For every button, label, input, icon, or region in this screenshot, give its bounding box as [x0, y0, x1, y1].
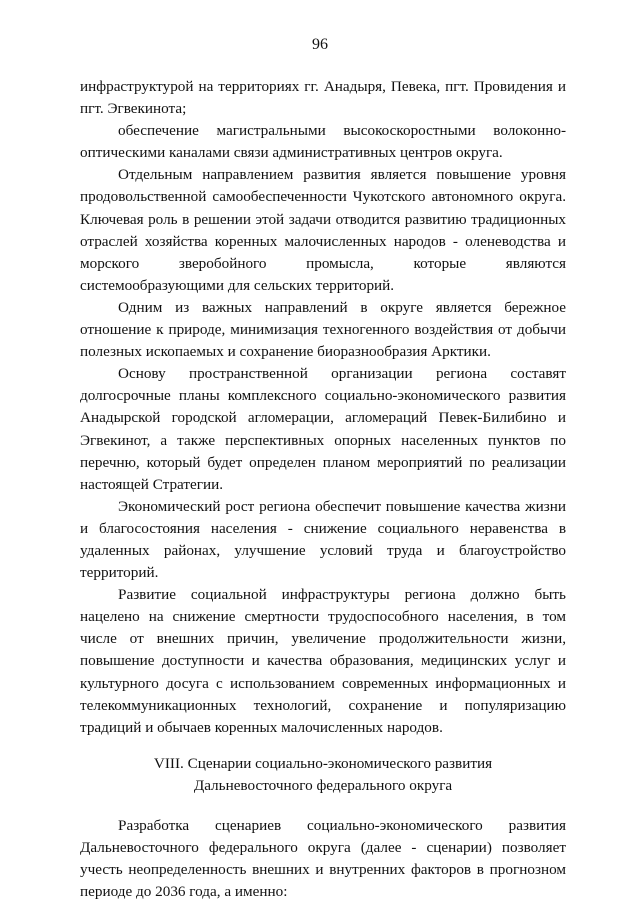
paragraph-1: инфраструктурой на территориях гг. Анадыря, Певека, пгт. Провидения и пгт. Эгвекинота; [80, 78, 566, 118]
section-heading [80, 753, 566, 797]
paragraph-8: Разработка сценариев социально-экономического развития Дальневосточного федерального округа (далее - сценарии) позволяет учесть неопределенность внешних и внутренних факторов в прогнозном периоде до 2036 года, а именно: [80, 816, 566, 901]
body-text [80, 76, 566, 903]
paragraph-3: Отдельным направлением развития является повышение уровня продовольственной самообеспеченности Чукотского автономного округа. Ключевая роль в решении этой задачи отводится развитию традиционных отраслей хозяйства коренных малочисленных народов - оленеводства и морского зверобойного промысла, которые являются системообразующими для сельских территорий. [80, 166, 566, 294]
paragraph-2: обеспечение магистральными высокоскоростными волоконно-оптическими каналами связи административных центров округа. [80, 122, 566, 162]
paragraph-5: Основу пространственной организации региона составят долгосрочные планы комплексного социально-экономического развития Анадырской городской агломерации, агломераций Певек-Билибино и Эгвекинот, а также перспективных опорных населенных пунктов по перечню, который будет определен планом мероприятий по реализации настоящей Стратегии. [80, 365, 566, 493]
paragraph-7: Развитие социальной инфраструктуры региона должно быть нацелено на снижение смертности трудоспособного населения, в том числе от внешних причин, увеличение продолжительности жизни, повышение доступности и качества образования, медицинских услуг и культурного досуга с использованием современных информационных и телекоммуникационных технологий, сохранение и популяризацию традиций и обычаев коренных малочисленных народов. [80, 586, 566, 736]
section-heading-line-1: VIII. Сценарии социально-экономического развития [153, 754, 493, 772]
paragraph-4: Одним из важных направлений в округе является бережное отношение к природе, минимизация техногенного воздействия от добычи полезных ископаемых и сохранение биоразнообразия Арктики. [80, 298, 566, 361]
section-heading-line-2: Дальневосточного федерального округа [193, 776, 453, 794]
paragraph-6: Экономический рост региона обеспечит повышение качества жизни и благосостояния населения - снижение социального неравенства в удаленных районах, улучшение условий труда и благоустройство территорий. [80, 497, 566, 582]
page-number: 96 [312, 36, 328, 53]
